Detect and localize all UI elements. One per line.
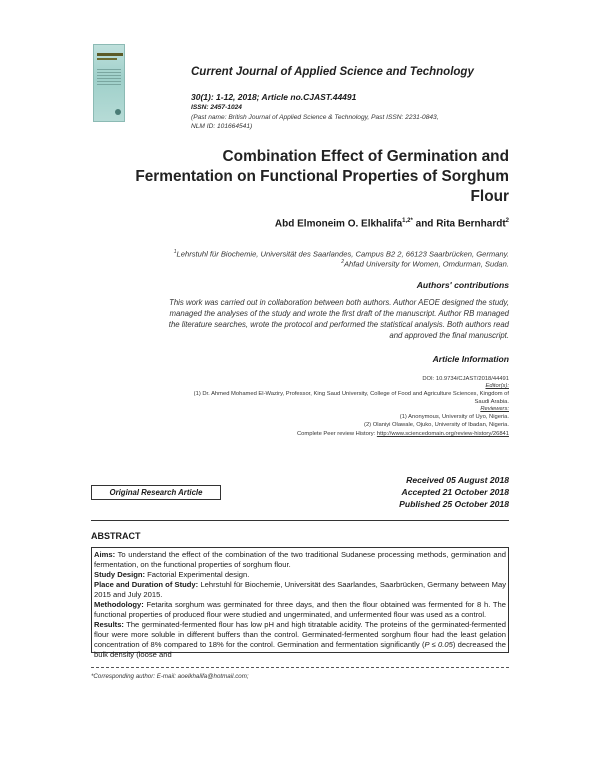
past-name-line2: NLM ID: 101664541)	[191, 123, 253, 130]
corresponding-author-footnote: *Corresponding author: E-mail: aoelkhalifa@hotmail.com;	[91, 673, 249, 680]
design-label: Study Design:	[94, 570, 146, 579]
editors-label	[485, 383, 509, 391]
abstract-aims	[94, 550, 506, 570]
abstract-results	[94, 620, 506, 660]
abstract-box	[91, 547, 509, 659]
abstract-design	[94, 570, 506, 580]
reviewer-2: (2) Olaniyi Olawale, Ojuko, University of Ibadan, Nigeria.	[364, 422, 509, 428]
design-text: Factorial Experimental design.	[145, 570, 250, 579]
publication-dates	[399, 474, 509, 510]
place-label: Place and Duration of Study:	[94, 580, 199, 589]
editor-1-line1: (1) Dr. Ahmed Mohamed El-Waziry, Professor, King Saud University, College of Food and Agriculture Sciences, Kingdom of	[193, 391, 509, 397]
editors-label-text: Editor(s):	[485, 383, 509, 389]
author-2-affiliation-mark: 2	[505, 218, 509, 224]
results-label: Results:	[94, 620, 124, 629]
published-date: Published 25 October 2018	[399, 499, 509, 509]
results-text-end: ) decreased the bulk density (loose and	[94, 640, 506, 659]
author-1: Abd Elmoneim O. Elkhalifa	[274, 218, 403, 230]
abstract-heading: ABSTRACT	[91, 531, 141, 541]
author-1-affiliation-mark: 1,2*	[402, 218, 413, 224]
peer-review-history	[297, 431, 509, 439]
article-type-badge: Original Research Article	[91, 485, 221, 500]
contributions-line4: and approved the final manuscript.	[389, 331, 509, 340]
contributions-text	[89, 297, 509, 341]
footnote-rule	[91, 667, 509, 668]
received-date: Received 05 August 2018	[406, 475, 509, 485]
peer-review-label: Complete Peer review History:	[296, 431, 377, 437]
methodology-text: Fetarita sorghum was germinated for three days, and then the flour obtained was fermented for 8 h. The functional properties of produced flour were studied and ungerminated, and unfermented flour was used as a control.	[94, 600, 506, 619]
contributions-heading: Authors' contributions	[416, 280, 509, 290]
abstract-top-rule	[91, 520, 509, 521]
affiliation-1	[174, 249, 509, 259]
doi: DOI: 10.9734/CJAST/2018/44491	[422, 376, 509, 382]
author-list	[275, 218, 509, 229]
reviewers-label	[480, 406, 509, 414]
peer-review-link[interactable]: http://www.sciencedomain.org/review-history/26841	[376, 431, 509, 437]
title-line3: Flour	[470, 188, 509, 205]
p-value: P ≤ 0.05	[424, 640, 453, 649]
author-2: Rita Bernhardt	[436, 218, 506, 230]
paper-title	[89, 147, 509, 207]
reviewer-1: (1) Anonymous, University of Uyo, Nigeria.	[399, 414, 509, 420]
contributions-line3: the literature searches, wrote the protocol and performed the statistical analysis. Both authors read	[168, 320, 509, 329]
contributions-line2: managed the analyses of the study and wrote the first draft of the manuscript. Author RB managed	[169, 309, 509, 318]
issn: ISSN: 2457-1024	[191, 104, 242, 111]
article-info-heading: Article Information	[432, 354, 509, 364]
journal-name: Current Journal of Applied Science and Technology	[191, 66, 474, 78]
affiliation-1-mark: 1	[173, 249, 177, 255]
abstract-place	[94, 580, 506, 600]
aims-text: To understand the effect of the combination of the two traditional Sudanese processing methods, germination and fermentation, on the functional properties of sorghum flour.	[94, 550, 506, 569]
accepted-date: Accepted 21 October 2018	[401, 487, 509, 497]
methodology-label: Methodology:	[94, 600, 144, 609]
affiliation-2-mark: 2	[341, 259, 344, 265]
affiliation-1-text: Lehrstuhl für Biochemie, Universität des Saarlandes, Campus B2 2, 66123 Saarbrücken, Germany.	[176, 249, 509, 259]
journal-cover-image	[93, 44, 125, 122]
cover-logo-icon	[115, 109, 121, 115]
past-name-line1: (Past name: British Journal of Applied Science & Technology, Past ISSN: 2231-0843,	[191, 114, 439, 121]
affiliation-2-text: Ahfad University for Women, Omdurman, Sudan.	[343, 259, 509, 269]
cover-title-bar	[97, 53, 123, 56]
author-separator: and	[412, 218, 437, 230]
volume-info: 30(1): 1-12, 2018; Article no.CJAST.44491	[191, 92, 357, 102]
aims-label: Aims:	[94, 550, 116, 559]
abstract-methodology	[94, 600, 506, 620]
reviewers-label-text: Reviewers:	[480, 406, 509, 412]
contributions-line1: This work was carried out in collaboration between both authors. Author AEOE designed the study,	[169, 298, 509, 307]
cover-subtitle-bar	[97, 58, 117, 60]
editor-1-line2: Saudi Arabia.	[474, 398, 509, 405]
affiliation-2	[341, 259, 509, 269]
editor-1	[89, 391, 509, 406]
title-line1: Combination Effect of Germination and	[222, 148, 509, 165]
title-line2: Fermentation on Functional Properties of Sorghum	[135, 168, 509, 185]
cover-text-lines	[97, 69, 121, 70]
place-text: Lehrstuhl für Biochemie, Universität des Saarlandes, Saarbrücken, Germany between May 2015 and July 2015.	[94, 580, 507, 599]
past-name	[191, 113, 521, 131]
results-text: The germinated-fermented flour has low pH and high titratable acidity. The proteins of the germinated-fermented flour were more soluble in different buffers than the control. Germinated-fermented sorghum flour had the least gelation concentration of 8% compared to 18% for the control. Germination and fermentation significantly (	[94, 620, 506, 649]
